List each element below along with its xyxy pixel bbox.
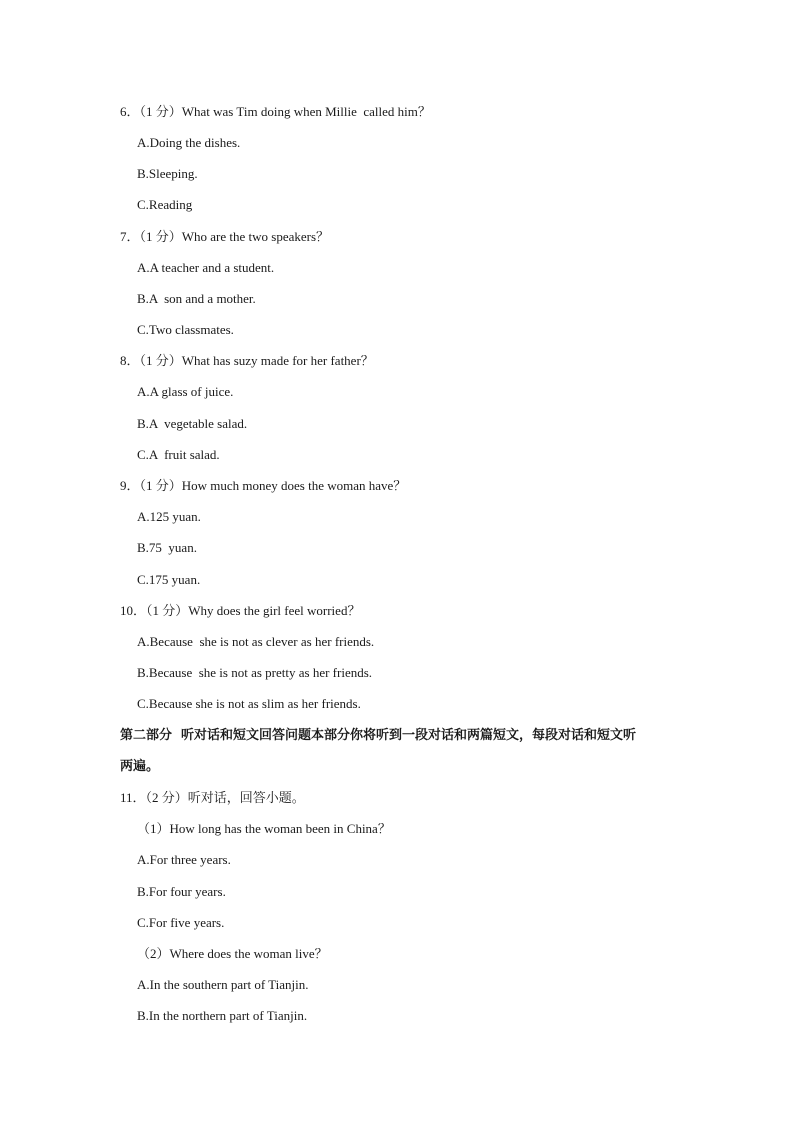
question-6: 6．（1 分）What was Tim doing when Millie called him？ <box>120 104 431 119</box>
question-10-option-c: C.Because she is not as slim as her friends. <box>137 696 361 711</box>
question-11-sub-2: （2）Where does the woman live？ <box>137 946 328 961</box>
question-8-option-a: A.A glass of juice. <box>137 384 234 399</box>
section-2-heading: 第二部分 听对话和短文回答问题本部分你将听到一段对话和两篇短文，每段对话和短文听 <box>120 728 637 743</box>
question-11-1-option-b: B.For four years. <box>137 884 226 899</box>
question-7: 7．（1 分）Who are the two speakers？ <box>120 229 330 244</box>
question-11-1-option-c: C.For five years. <box>137 915 225 930</box>
question-11: 11．（2 分）听对话，回答小题。 <box>120 790 305 805</box>
question-9-option-c: C.175 yuan. <box>137 572 201 587</box>
question-10: 10．（1 分）Why does the girl feel worried？ <box>120 603 361 618</box>
question-8-option-c: C.A fruit salad. <box>137 447 220 462</box>
question-11-sub-1: （1）How long has the woman been in China？ <box>137 821 391 836</box>
section-2-heading-cont: 两遍。 <box>120 759 160 774</box>
question-9-option-a: A.125 yuan. <box>137 509 201 524</box>
question-10-option-b: B.Because she is not as pretty as her friends. <box>137 665 373 680</box>
question-6-option-c: C.Reading <box>137 197 193 212</box>
question-7-option-a: A.A teacher and a student. <box>137 260 275 275</box>
question-6-option-a: A.Doing the dishes. <box>137 135 241 150</box>
question-8-option-b: B.A vegetable salad. <box>137 416 248 431</box>
question-7-option-c: C.Two classmates. <box>137 322 234 337</box>
question-11-2-option-a: A.In the southern part of Tianjin. <box>137 977 309 992</box>
question-8: 8．（1 分）What has suzy made for her father？ <box>120 353 374 368</box>
question-10-option-a: A.Because she is not as clever as her friends. <box>137 634 375 649</box>
question-9: 9．（1 分）How much money does the woman have？ <box>120 478 407 493</box>
question-11-2-option-b: B.In the northern part of Tianjin. <box>137 1008 308 1023</box>
question-7-option-b: B.A son and a mother. <box>137 291 256 306</box>
question-6-option-b: B.Sleeping. <box>137 166 198 181</box>
question-9-option-b: B.75 yuan. <box>137 540 197 555</box>
question-11-1-option-a: A.For three years. <box>137 852 231 867</box>
